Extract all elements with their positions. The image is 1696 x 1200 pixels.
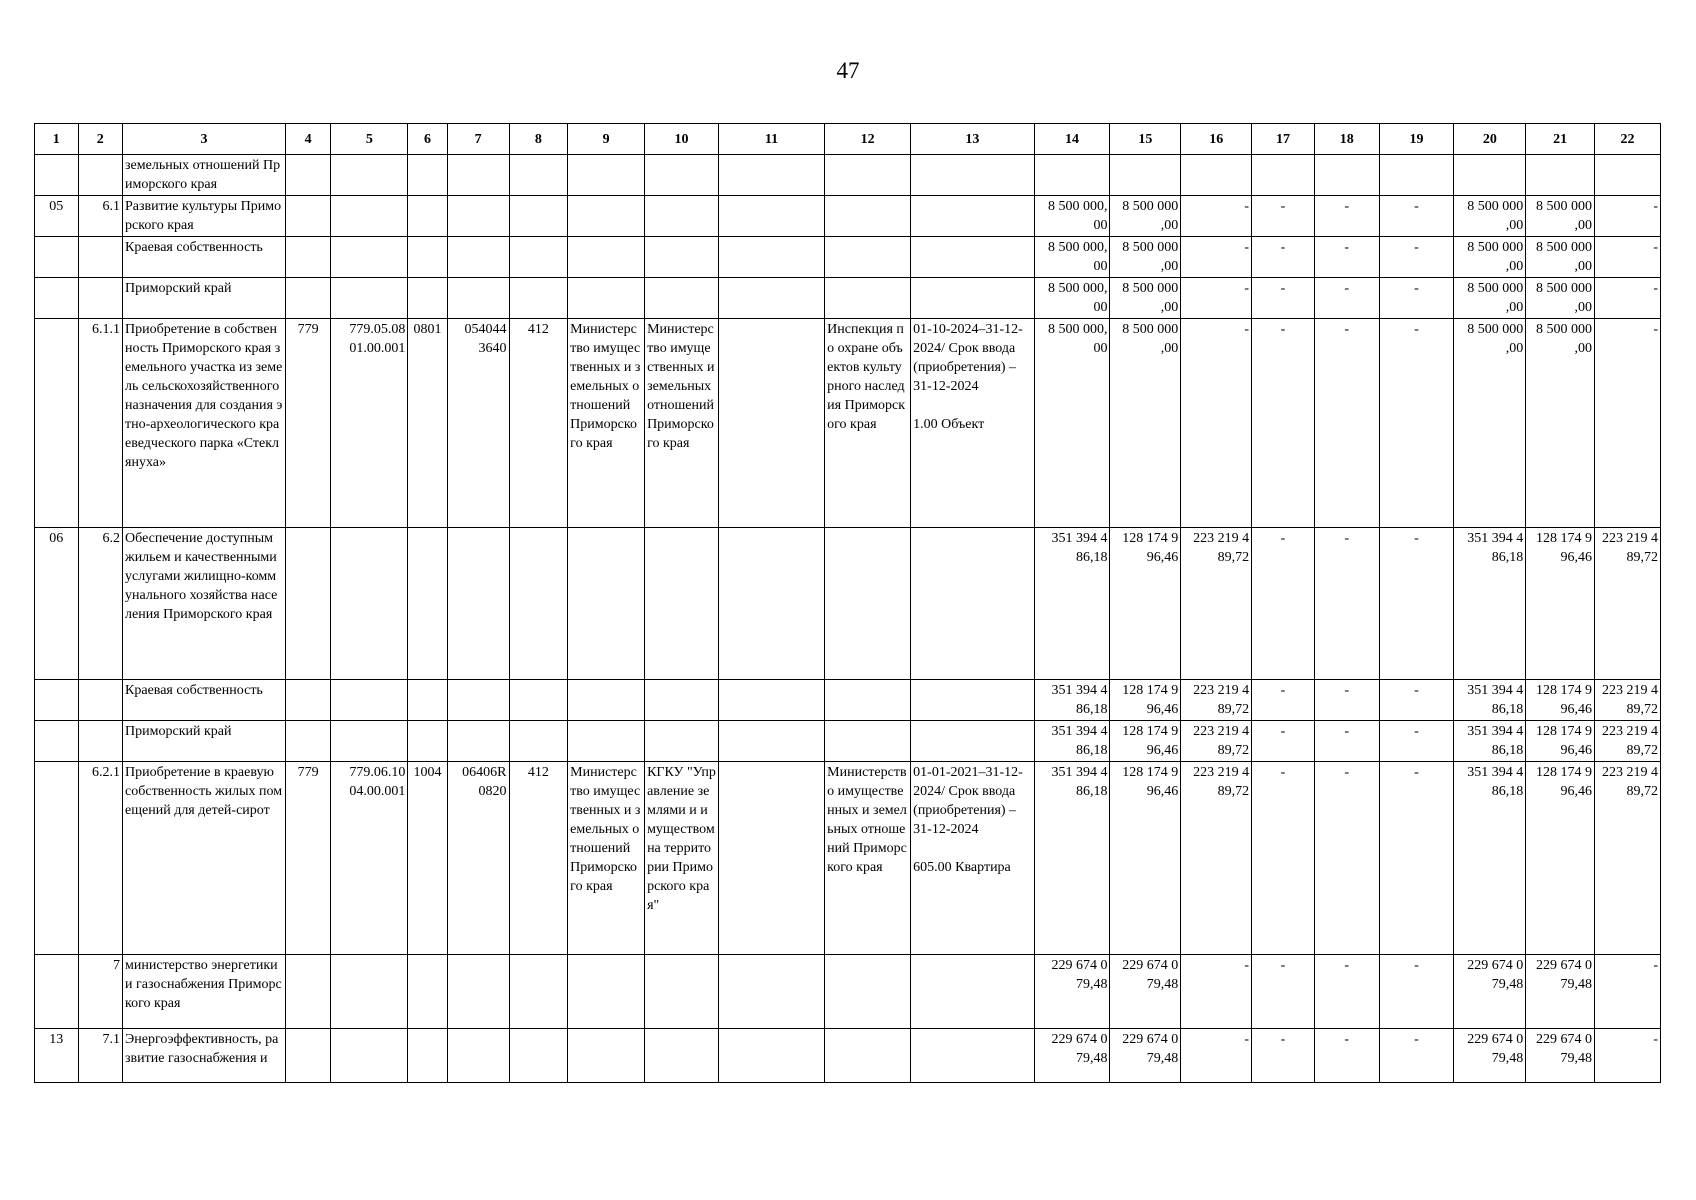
cell-col-20: 8 500 000 ,00: [1454, 319, 1526, 528]
cell-col-11: [718, 278, 824, 319]
cell-col-7: 06406R 0820: [447, 762, 509, 955]
cell-col-17: -: [1252, 762, 1315, 955]
cell-col-1: [35, 762, 79, 955]
column-header-5: 5: [331, 124, 408, 155]
cell-col-22: -: [1595, 237, 1661, 278]
cell-col-12: [825, 196, 911, 237]
cell-col-3: Обеспечение доступным жильем и качественными услугами жилищно-коммунального хозяйства населения Приморского края: [123, 528, 286, 680]
cell-col-21: 229 674 0 79,48: [1526, 955, 1595, 1029]
cell-col-4: 779: [285, 762, 331, 955]
column-header-20: 20: [1454, 124, 1526, 155]
cell-col-11: [718, 319, 824, 528]
cell-col-2: [78, 278, 123, 319]
cell-col-22: -: [1595, 278, 1661, 319]
cell-col-5: [331, 528, 408, 680]
cell-col-4: [285, 237, 331, 278]
cell-col-2: 6.1: [78, 196, 123, 237]
column-header-6: 6: [408, 124, 447, 155]
cell-col-16: -: [1181, 319, 1252, 528]
cell-col-3: Приобретение в краевую собственность жилых помещений для детей-сирот: [123, 762, 286, 955]
cell-col-21: 128 174 9 96,46: [1526, 721, 1595, 762]
cell-col-7: [447, 955, 509, 1029]
cell-col-20: 8 500 000 ,00: [1454, 278, 1526, 319]
cell-col-20: [1454, 155, 1526, 196]
column-header-9: 9: [568, 124, 645, 155]
cell-col-10: [645, 155, 719, 196]
column-header-4: 4: [285, 124, 331, 155]
column-header-10: 10: [645, 124, 719, 155]
cell-col-6: [408, 955, 447, 1029]
cell-col-10: КГКУ "Управление землями и имуществом на территории Приморского края": [645, 762, 719, 955]
cell-col-4: [285, 1029, 331, 1083]
cell-col-14: 351 394 4 86,18: [1034, 762, 1110, 955]
cell-col-6: [408, 155, 447, 196]
cell-col-12: [825, 155, 911, 196]
cell-col-2: 6.1.1: [78, 319, 123, 528]
column-header-11: 11: [718, 124, 824, 155]
cell-col-17: -: [1252, 721, 1315, 762]
cell-col-6: 0801: [408, 319, 447, 528]
cell-col-9: [568, 528, 645, 680]
cell-col-8: [509, 680, 568, 721]
cell-col-19: -: [1379, 762, 1454, 955]
cell-col-15: 128 174 9 96,46: [1110, 528, 1181, 680]
cell-col-10: [645, 955, 719, 1029]
cell-col-8: [509, 721, 568, 762]
cell-col-9: [568, 680, 645, 721]
cell-col-10: [645, 278, 719, 319]
cell-col-5: 779.06.10 04.00.001: [331, 762, 408, 955]
table-row: [35, 721, 1661, 762]
cell-col-7: [447, 196, 509, 237]
cell-col-2: [78, 155, 123, 196]
cell-col-2: 6.2: [78, 528, 123, 680]
cell-col-16: 223 219 4 89,72: [1181, 528, 1252, 680]
cell-col-14: [1034, 155, 1110, 196]
cell-col-4: 779: [285, 319, 331, 528]
cell-col-17: -: [1252, 680, 1315, 721]
column-header-18: 18: [1314, 124, 1379, 155]
cell-col-22: -: [1595, 1029, 1661, 1083]
cell-col-6: [408, 278, 447, 319]
cell-col-9: Министерство имущественных и земельных отношений Приморского края: [568, 319, 645, 528]
cell-col-18: -: [1314, 528, 1379, 680]
cell-col-7: [447, 278, 509, 319]
cell-col-8: [509, 278, 568, 319]
cell-col-15: 128 174 9 96,46: [1110, 721, 1181, 762]
cell-col-3: Краевая собственность: [123, 680, 286, 721]
cell-col-21: 128 174 9 96,46: [1526, 680, 1595, 721]
cell-col-18: -: [1314, 680, 1379, 721]
cell-col-1: 13: [35, 1029, 79, 1083]
cell-col-1: [35, 680, 79, 721]
cell-col-12: [825, 278, 911, 319]
cell-col-18: -: [1314, 196, 1379, 237]
cell-col-18: -: [1314, 237, 1379, 278]
cell-col-16: [1181, 155, 1252, 196]
cell-col-1: [35, 155, 79, 196]
cell-col-14: 8 500 000, 00: [1034, 319, 1110, 528]
cell-col-14: 229 674 0 79,48: [1034, 955, 1110, 1029]
cell-col-13: [911, 196, 1034, 237]
cell-col-4: [285, 680, 331, 721]
cell-col-7: [447, 1029, 509, 1083]
table-row: [35, 319, 1661, 528]
cell-col-17: -: [1252, 955, 1315, 1029]
cell-col-13: [911, 528, 1034, 680]
cell-col-21: 8 500 000 ,00: [1526, 319, 1595, 528]
cell-col-2: [78, 237, 123, 278]
cell-col-15: 128 174 9 96,46: [1110, 680, 1181, 721]
cell-col-5: 779.05.08 01.00.001: [331, 319, 408, 528]
cell-col-15: 8 500 000 ,00: [1110, 196, 1181, 237]
cell-col-19: -: [1379, 528, 1454, 680]
cell-col-14: 229 674 0 79,48: [1034, 1029, 1110, 1083]
cell-col-13: 01-10-2024–31-12-2024/ Срок ввода (приобретения) – 31-12-2024 1.00 Объект: [911, 319, 1034, 528]
column-header-21: 21: [1526, 124, 1595, 155]
column-header-2: 2: [78, 124, 123, 155]
table-row: [35, 1029, 1661, 1083]
table-row: [35, 155, 1661, 196]
cell-col-6: 1004: [408, 762, 447, 955]
cell-col-3: земельных отношений Приморского края: [123, 155, 286, 196]
column-header-19: 19: [1379, 124, 1454, 155]
cell-col-8: [509, 528, 568, 680]
table-row: [35, 278, 1661, 319]
cell-col-12: [825, 1029, 911, 1083]
cell-col-21: 8 500 000 ,00: [1526, 237, 1595, 278]
cell-col-20: 351 394 4 86,18: [1454, 528, 1526, 680]
cell-col-8: [509, 237, 568, 278]
cell-col-10: Министерство имущественных и земельных отношений Приморского края: [645, 319, 719, 528]
cell-col-10: [645, 528, 719, 680]
cell-col-19: -: [1379, 1029, 1454, 1083]
cell-col-14: 8 500 000, 00: [1034, 278, 1110, 319]
cell-col-20: 351 394 4 86,18: [1454, 762, 1526, 955]
cell-col-11: [718, 680, 824, 721]
cell-col-10: [645, 721, 719, 762]
cell-col-10: [645, 680, 719, 721]
cell-col-17: -: [1252, 319, 1315, 528]
cell-col-4: [285, 278, 331, 319]
cell-col-5: [331, 196, 408, 237]
cell-col-11: [718, 955, 824, 1029]
cell-col-22: -: [1595, 196, 1661, 237]
cell-col-2: 7.1: [78, 1029, 123, 1083]
cell-col-9: [568, 196, 645, 237]
cell-col-18: -: [1314, 319, 1379, 528]
table-header-row: [35, 124, 1661, 155]
cell-col-17: -: [1252, 278, 1315, 319]
cell-col-1: [35, 721, 79, 762]
cell-col-13: [911, 1029, 1034, 1083]
cell-col-9: [568, 955, 645, 1029]
column-header-7: 7: [447, 124, 509, 155]
cell-col-17: -: [1252, 528, 1315, 680]
cell-col-9: [568, 237, 645, 278]
cell-col-6: [408, 721, 447, 762]
cell-col-3: Развитие культуры Приморского края: [123, 196, 286, 237]
cell-col-4: [285, 155, 331, 196]
cell-col-18: -: [1314, 1029, 1379, 1083]
table-row: [35, 762, 1661, 955]
column-header-15: 15: [1110, 124, 1181, 155]
cell-col-2: 6.2.1: [78, 762, 123, 955]
cell-col-5: [331, 237, 408, 278]
cell-col-5: [331, 721, 408, 762]
cell-col-22: 223 219 4 89,72: [1595, 680, 1661, 721]
cell-col-18: -: [1314, 955, 1379, 1029]
cell-col-4: [285, 528, 331, 680]
cell-col-3: Приморский край: [123, 278, 286, 319]
cell-col-15: 128 174 9 96,46: [1110, 762, 1181, 955]
cell-col-4: [285, 955, 331, 1029]
cell-col-6: [408, 196, 447, 237]
cell-col-19: -: [1379, 237, 1454, 278]
cell-col-20: 229 674 0 79,48: [1454, 955, 1526, 1029]
cell-col-21: 229 674 0 79,48: [1526, 1029, 1595, 1083]
cell-col-3: Краевая собственность: [123, 237, 286, 278]
cell-col-19: -: [1379, 196, 1454, 237]
cell-col-1: [35, 237, 79, 278]
cell-col-17: -: [1252, 1029, 1315, 1083]
cell-col-15: 8 500 000 ,00: [1110, 237, 1181, 278]
column-header-17: 17: [1252, 124, 1315, 155]
cell-col-1: 06: [35, 528, 79, 680]
cell-col-13: [911, 955, 1034, 1029]
cell-col-4: [285, 196, 331, 237]
cell-col-8: 412: [509, 762, 568, 955]
cell-col-10: [645, 237, 719, 278]
cell-col-9: [568, 278, 645, 319]
cell-col-19: [1379, 155, 1454, 196]
cell-col-20: 351 394 4 86,18: [1454, 680, 1526, 721]
cell-col-13: [911, 680, 1034, 721]
cell-col-22: 223 219 4 89,72: [1595, 721, 1661, 762]
cell-col-2: [78, 680, 123, 721]
cell-col-9: [568, 721, 645, 762]
cell-col-16: 223 219 4 89,72: [1181, 762, 1252, 955]
cell-col-1: 05: [35, 196, 79, 237]
cell-col-19: -: [1379, 721, 1454, 762]
cell-col-7: 054044 3640: [447, 319, 509, 528]
cell-col-16: -: [1181, 237, 1252, 278]
cell-col-11: [718, 196, 824, 237]
cell-col-16: -: [1181, 1029, 1252, 1083]
cell-col-7: [447, 721, 509, 762]
cell-col-11: [718, 155, 824, 196]
cell-col-9: [568, 155, 645, 196]
cell-col-19: -: [1379, 955, 1454, 1029]
cell-col-8: 412: [509, 319, 568, 528]
cell-col-15: [1110, 155, 1181, 196]
cell-col-18: -: [1314, 721, 1379, 762]
cell-col-17: -: [1252, 196, 1315, 237]
cell-col-18: -: [1314, 278, 1379, 319]
cell-col-14: 351 394 4 86,18: [1034, 721, 1110, 762]
cell-col-12: Министерство имущественных и земельных отношений Приморского края: [825, 762, 911, 955]
cell-col-6: [408, 528, 447, 680]
budget-table: [34, 123, 1661, 1083]
cell-col-20: 8 500 000 ,00: [1454, 196, 1526, 237]
cell-col-6: [408, 1029, 447, 1083]
cell-col-19: -: [1379, 680, 1454, 721]
cell-col-3: Приобретение в собственность Приморского края земельного участка из земель сельскохозяйственного назначения для создания этно-археологического краеведческого парка «Стеклянуха»: [123, 319, 286, 528]
cell-col-10: [645, 1029, 719, 1083]
cell-col-5: [331, 680, 408, 721]
cell-col-13: 01-01-2021–31-12-2024/ Срок ввода (приобретения) – 31-12-2024 605.00 Квартира: [911, 762, 1034, 955]
cell-col-11: [718, 762, 824, 955]
cell-col-8: [509, 196, 568, 237]
column-header-1: 1: [35, 124, 79, 155]
cell-col-1: [35, 319, 79, 528]
table-row: [35, 528, 1661, 680]
cell-col-21: 128 174 9 96,46: [1526, 762, 1595, 955]
cell-col-3: Энергоэффективность, развитие газоснабжения и: [123, 1029, 286, 1083]
cell-col-7: [447, 155, 509, 196]
cell-col-1: [35, 278, 79, 319]
cell-col-16: 223 219 4 89,72: [1181, 721, 1252, 762]
table-row: [35, 237, 1661, 278]
cell-col-16: 223 219 4 89,72: [1181, 680, 1252, 721]
cell-col-21: 8 500 000 ,00: [1526, 196, 1595, 237]
cell-col-21: 128 174 9 96,46: [1526, 528, 1595, 680]
cell-col-7: [447, 680, 509, 721]
cell-col-15: 229 674 0 79,48: [1110, 955, 1181, 1029]
cell-col-12: [825, 955, 911, 1029]
cell-col-11: [718, 237, 824, 278]
cell-col-20: 351 394 4 86,18: [1454, 721, 1526, 762]
cell-col-13: [911, 721, 1034, 762]
cell-col-12: Инспекция по охране объектов культурного наследия Приморского края: [825, 319, 911, 528]
cell-col-3: министерство энергетики и газоснабжения Приморского края: [123, 955, 286, 1029]
cell-col-5: [331, 155, 408, 196]
column-header-12: 12: [825, 124, 911, 155]
cell-col-14: 351 394 4 86,18: [1034, 680, 1110, 721]
cell-col-5: [331, 955, 408, 1029]
cell-col-22: -: [1595, 955, 1661, 1029]
cell-col-11: [718, 528, 824, 680]
cell-col-16: -: [1181, 196, 1252, 237]
cell-col-16: -: [1181, 278, 1252, 319]
cell-col-13: [911, 278, 1034, 319]
cell-col-20: 8 500 000 ,00: [1454, 237, 1526, 278]
cell-col-9: [568, 1029, 645, 1083]
cell-col-8: [509, 1029, 568, 1083]
cell-col-13: [911, 237, 1034, 278]
cell-col-22: [1595, 155, 1661, 196]
cell-col-12: [825, 237, 911, 278]
cell-col-14: 8 500 000, 00: [1034, 196, 1110, 237]
cell-col-22: 223 219 4 89,72: [1595, 528, 1661, 680]
cell-col-3: Приморский край: [123, 721, 286, 762]
cell-col-22: 223 219 4 89,72: [1595, 762, 1661, 955]
page-number: 47: [836, 58, 860, 83]
cell-col-12: [825, 680, 911, 721]
cell-col-15: 229 674 0 79,48: [1110, 1029, 1181, 1083]
cell-col-20: 229 674 0 79,48: [1454, 1029, 1526, 1083]
cell-col-7: [447, 528, 509, 680]
cell-col-5: [331, 278, 408, 319]
cell-col-10: [645, 196, 719, 237]
cell-col-16: -: [1181, 955, 1252, 1029]
cell-col-15: 8 500 000 ,00: [1110, 278, 1181, 319]
cell-col-19: -: [1379, 278, 1454, 319]
cell-col-17: [1252, 155, 1315, 196]
column-header-22: 22: [1595, 124, 1661, 155]
column-header-8: 8: [509, 124, 568, 155]
cell-col-19: -: [1379, 319, 1454, 528]
table-row: [35, 955, 1661, 1029]
cell-col-14: 351 394 4 86,18: [1034, 528, 1110, 680]
table-row: [35, 196, 1661, 237]
column-header-14: 14: [1034, 124, 1110, 155]
cell-col-4: [285, 721, 331, 762]
cell-col-6: [408, 680, 447, 721]
cell-col-5: [331, 1029, 408, 1083]
cell-col-21: [1526, 155, 1595, 196]
cell-col-11: [718, 721, 824, 762]
cell-col-15: 8 500 000 ,00: [1110, 319, 1181, 528]
cell-col-13: [911, 155, 1034, 196]
column-header-16: 16: [1181, 124, 1252, 155]
cell-col-9: Министерство имущественных и земельных отношений Приморского края: [568, 762, 645, 955]
column-header-13: 13: [911, 124, 1034, 155]
cell-col-22: -: [1595, 319, 1661, 528]
cell-col-11: [718, 1029, 824, 1083]
cell-col-21: 8 500 000 ,00: [1526, 278, 1595, 319]
cell-col-2: 7: [78, 955, 123, 1029]
cell-col-8: [509, 155, 568, 196]
cell-col-14: 8 500 000, 00: [1034, 237, 1110, 278]
cell-col-18: -: [1314, 762, 1379, 955]
column-header-3: 3: [123, 124, 286, 155]
cell-col-6: [408, 237, 447, 278]
cell-col-17: -: [1252, 237, 1315, 278]
cell-col-12: [825, 528, 911, 680]
cell-col-18: [1314, 155, 1379, 196]
table-row: [35, 680, 1661, 721]
cell-col-8: [509, 955, 568, 1029]
cell-col-2: [78, 721, 123, 762]
cell-col-7: [447, 237, 509, 278]
cell-col-12: [825, 721, 911, 762]
cell-col-1: [35, 955, 79, 1029]
